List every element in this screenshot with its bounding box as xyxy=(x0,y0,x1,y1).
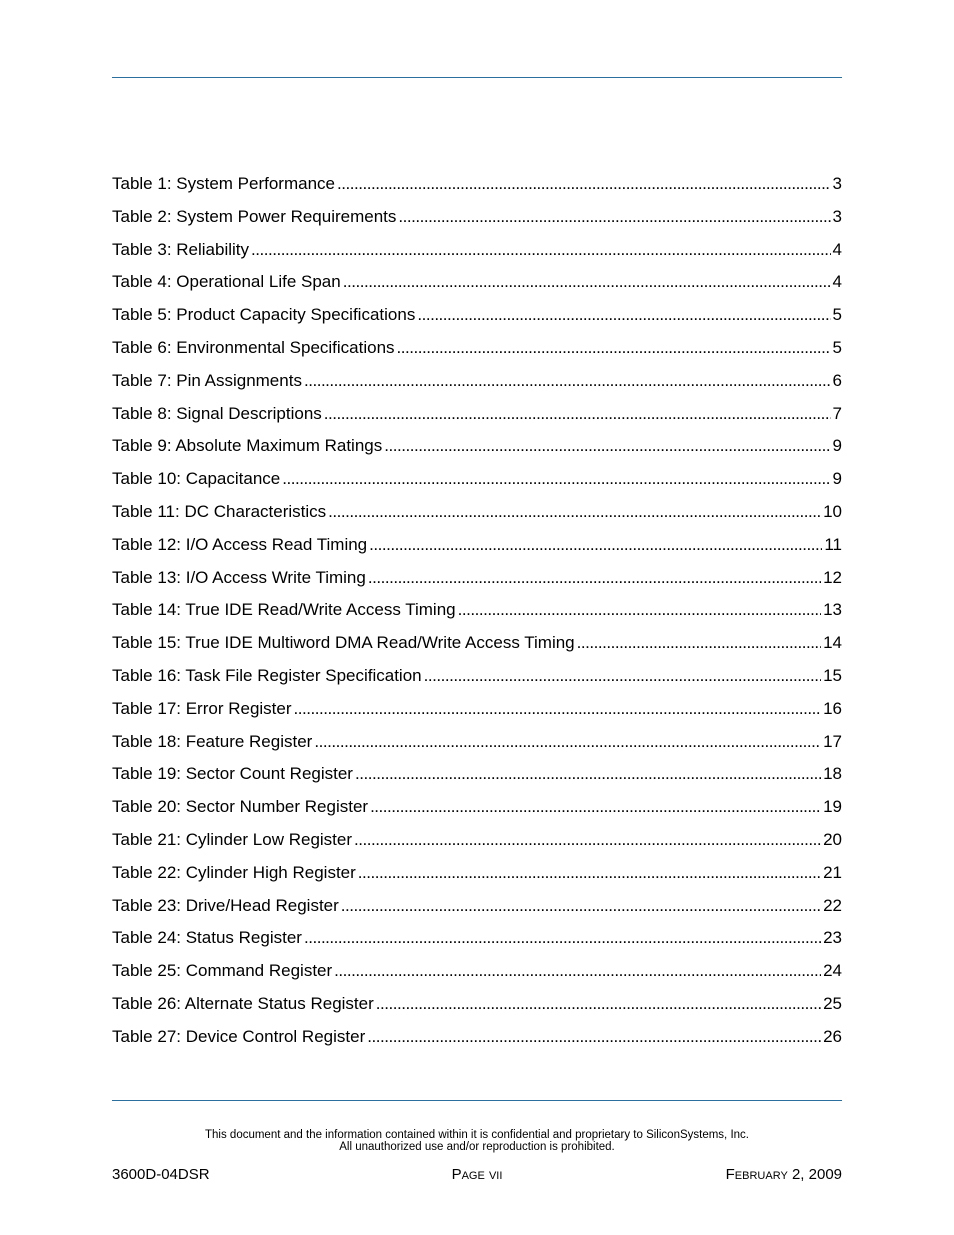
document-date: February 2, 2009 xyxy=(725,1166,842,1183)
toc-entry-label: Table 21: Cylinder Low Register xyxy=(112,829,353,849)
toc-dot-leader xyxy=(355,764,821,784)
notice-line-2: All unauthorized use and/or reproduction is prohibited. xyxy=(339,1141,615,1153)
toc-entry-label: Table 7: Pin Assignments xyxy=(112,370,302,390)
toc-entry[interactable] xyxy=(112,535,842,568)
toc-entry[interactable] xyxy=(112,732,842,765)
toc-entry-label: Table 10: Capacitance xyxy=(112,469,281,489)
toc-entry-label: Table 20: Sector Number Register xyxy=(112,797,369,817)
toc-dot-leader xyxy=(398,207,830,227)
page-footer xyxy=(112,1166,842,1186)
toc-entry-label: Table 17: Error Register xyxy=(112,698,292,718)
toc-entry-page: 26 xyxy=(823,1026,842,1046)
toc-entry-label: Table 15: True IDE Multiword DMA Read/Write Access Timing xyxy=(112,633,575,653)
toc-dot-leader xyxy=(251,240,831,260)
toc-entry[interactable] xyxy=(112,1027,842,1060)
toc-entry-label: Table 24: Status Register xyxy=(112,928,302,948)
toc-dot-leader xyxy=(324,404,831,424)
toc-entry-page: 5 xyxy=(832,305,842,325)
toc-entry-page: 15 xyxy=(823,665,842,685)
toc-entry-page: 21 xyxy=(823,862,842,882)
toc-entry-label: Table 6: Environmental Specifications xyxy=(112,337,395,357)
toc-dot-leader xyxy=(314,732,821,752)
toc-dot-leader xyxy=(384,436,830,456)
confidentiality-notice xyxy=(112,1129,842,1153)
toc-entry[interactable] xyxy=(112,961,842,994)
toc-entry[interactable] xyxy=(112,666,842,699)
toc-dot-leader xyxy=(304,928,821,948)
toc-entry-label: Table 18: Feature Register xyxy=(112,731,313,751)
toc-entry-label: Table 9: Absolute Maximum Ratings xyxy=(112,436,383,456)
toc-dot-leader xyxy=(337,174,831,194)
toc-entry-label: Table 5: Product Capacity Specifications xyxy=(112,305,416,325)
toc-entry-label: Table 12: I/O Access Read Timing xyxy=(112,534,368,554)
list-of-tables xyxy=(112,174,842,1060)
toc-entry-label: Table 26: Alternate Status Register xyxy=(112,993,374,1013)
header-rule xyxy=(112,77,842,78)
toc-entry[interactable] xyxy=(112,305,842,338)
toc-entry-page: 11 xyxy=(824,534,842,554)
toc-dot-leader xyxy=(328,502,821,522)
toc-entry-page: 12 xyxy=(823,567,842,587)
toc-dot-leader xyxy=(282,469,830,489)
toc-entry[interactable] xyxy=(112,896,842,929)
toc-entry[interactable] xyxy=(112,863,842,896)
toc-entry-label: Table 14: True IDE Read/Write Access Timing xyxy=(112,600,456,620)
toc-entry[interactable] xyxy=(112,568,842,601)
toc-entry-label: Table 3: Reliability xyxy=(112,239,250,259)
toc-entry-page: 9 xyxy=(832,436,842,456)
toc-dot-leader xyxy=(334,961,821,981)
toc-entry[interactable] xyxy=(112,404,842,437)
toc-entry[interactable] xyxy=(112,994,842,1027)
toc-entry[interactable] xyxy=(112,174,842,207)
toc-dot-leader xyxy=(368,568,821,588)
toc-dot-leader xyxy=(417,305,830,325)
toc-entry-page: 10 xyxy=(823,501,842,521)
toc-entry-page: 4 xyxy=(832,239,842,259)
toc-entry[interactable] xyxy=(112,371,842,404)
toc-entry-page: 23 xyxy=(823,928,842,948)
toc-dot-leader xyxy=(424,666,821,686)
toc-dot-leader xyxy=(577,633,821,653)
toc-entry-page: 16 xyxy=(823,698,842,718)
toc-entry-page: 17 xyxy=(823,731,842,751)
toc-entry[interactable] xyxy=(112,699,842,732)
toc-entry[interactable] xyxy=(112,928,842,961)
document-id: 3600D-04DSR xyxy=(112,1166,210,1183)
toc-entry-page: 20 xyxy=(823,829,842,849)
footer-rule xyxy=(112,1100,842,1101)
toc-entry[interactable] xyxy=(112,502,842,535)
toc-entry[interactable] xyxy=(112,207,842,240)
toc-entry[interactable] xyxy=(112,436,842,469)
toc-entry[interactable] xyxy=(112,633,842,666)
toc-entry[interactable] xyxy=(112,600,842,633)
toc-entry-label: Table 1: System Performance xyxy=(112,174,335,193)
toc-entry-page: 9 xyxy=(832,469,842,489)
toc-entry-label: Table 4: Operational Life Span xyxy=(112,272,341,292)
toc-entry-label: Table 13: I/O Access Write Timing xyxy=(112,567,366,587)
toc-entry-page: 13 xyxy=(823,600,842,620)
toc-entry[interactable] xyxy=(112,272,842,305)
toc-dot-leader xyxy=(343,272,831,292)
toc-entry-page: 3 xyxy=(832,174,842,193)
toc-entry-label: Table 23: Drive/Head Register xyxy=(112,895,339,915)
toc-entry-page: 18 xyxy=(823,764,842,784)
toc-entry[interactable] xyxy=(112,830,842,863)
toc-entry-page: 3 xyxy=(832,206,842,226)
toc-entry-page: 6 xyxy=(832,370,842,390)
toc-dot-leader xyxy=(294,699,822,719)
toc-entry-label: Table 11: DC Characteristics xyxy=(112,501,327,521)
toc-entry-label: Table 27: Device Control Register xyxy=(112,1026,366,1046)
toc-entry-label: Table 2: System Power Requirements xyxy=(112,206,397,226)
toc-entry[interactable] xyxy=(112,764,842,797)
toc-dot-leader xyxy=(370,797,821,817)
toc-entry[interactable] xyxy=(112,469,842,502)
toc-entry-page: 4 xyxy=(832,272,842,292)
toc-entry-page: 5 xyxy=(832,337,842,357)
toc-entry-page: 7 xyxy=(832,403,842,423)
toc-entry-label: Table 25: Command Register xyxy=(112,961,333,981)
toc-entry[interactable] xyxy=(112,240,842,273)
toc-entry-label: Table 16: Task File Register Specification xyxy=(112,665,422,685)
toc-dot-leader xyxy=(458,600,821,620)
toc-dot-leader xyxy=(341,896,821,916)
toc-entry[interactable] xyxy=(112,797,842,830)
toc-entry[interactable] xyxy=(112,338,842,371)
toc-entry-label: Table 22: Cylinder High Register xyxy=(112,862,356,882)
toc-entry-page: 22 xyxy=(823,895,842,915)
toc-dot-leader xyxy=(376,994,821,1014)
toc-entry-label: Table 19: Sector Count Register xyxy=(112,764,353,784)
notice-line-1: This document and the information contained within it is confidential and proprietary to SiliconSystems, Inc. xyxy=(205,1129,749,1141)
toc-entry-page: 19 xyxy=(823,797,842,817)
toc-dot-leader xyxy=(397,338,831,358)
page-number: Page vii xyxy=(451,1166,503,1183)
toc-entry-page: 24 xyxy=(823,961,842,981)
toc-dot-leader xyxy=(354,830,821,850)
toc-dot-leader xyxy=(367,1027,821,1047)
toc-entry-label: Table 8: Signal Descriptions xyxy=(112,403,322,423)
toc-entry-page: 25 xyxy=(823,993,842,1013)
toc-entry-page: 14 xyxy=(823,633,842,653)
toc-dot-leader xyxy=(304,371,831,391)
toc-dot-leader xyxy=(369,535,822,555)
toc-dot-leader xyxy=(358,863,821,883)
